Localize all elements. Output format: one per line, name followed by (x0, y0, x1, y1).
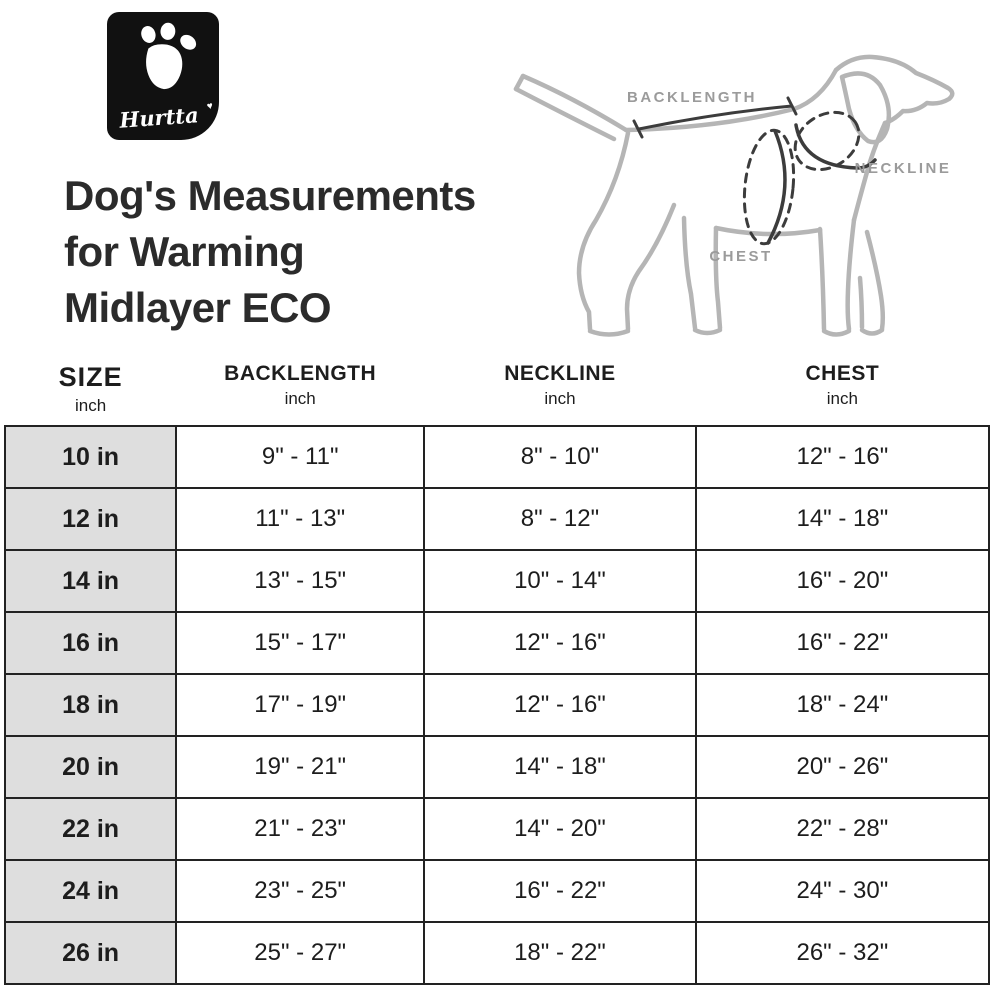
neckline-cell: 12" - 16" (424, 674, 696, 736)
size-table-body (5, 426, 989, 984)
heart-icon: ♥ (205, 100, 215, 113)
size-table-header (5, 362, 989, 426)
hurtta-logo-text: Hurtta (118, 102, 200, 133)
chest-cell: 16" - 20" (696, 550, 989, 612)
size-cell: 22 in (5, 798, 176, 860)
size-cell: 18 in (5, 674, 176, 736)
chest-cell: 24" - 30" (696, 860, 989, 922)
title-line-3: Midlayer ECO (64, 283, 332, 331)
measurement-annotations (634, 98, 875, 246)
backlength-header-label: BACKLENGTH (224, 362, 377, 385)
chest-cell: 20" - 26" (696, 736, 989, 798)
chest-label: CHEST (709, 248, 773, 265)
page-title (64, 168, 534, 336)
size-cell: 20 in (5, 736, 176, 798)
chest-ellipse (739, 128, 799, 246)
chest-cell: 14" - 18" (696, 488, 989, 550)
neckline-header-label: NECKLINE (504, 362, 616, 385)
title-line-1: Dog's Measurements (64, 172, 476, 219)
neckline-cell: 16" - 22" (424, 860, 696, 922)
size-header-label: SIZE (58, 362, 123, 392)
backlength-cell: 19" - 21" (176, 736, 424, 798)
table-row (5, 798, 989, 860)
backlength-header-unit: inch (284, 389, 316, 408)
size-cell: 10 in (5, 426, 176, 488)
backlength-label: BACKLENGTH (627, 89, 757, 106)
size-cell: 24 in (5, 860, 176, 922)
chest-cell: 22" - 28" (696, 798, 989, 860)
neckline-cell: 8" - 12" (424, 488, 696, 550)
hurtta-logo (107, 12, 219, 140)
column-header-chest (696, 362, 989, 426)
table-row (5, 550, 989, 612)
neckline-cell: 14" - 18" (424, 736, 696, 798)
size-cell: 12 in (5, 488, 176, 550)
chest-header-unit: inch (826, 389, 858, 408)
neckline-header-unit: inch (544, 389, 576, 408)
header-row (5, 362, 989, 426)
backlength-cell: 15" - 17" (176, 612, 424, 674)
chest-header-label: CHEST (805, 362, 880, 385)
neckline-cell: 8" - 10" (424, 426, 696, 488)
backlength-cell: 21" - 23" (176, 798, 424, 860)
backlength-cell: 17" - 19" (176, 674, 424, 736)
backlength-cell: 11" - 13" (176, 488, 424, 550)
neckline-cell: 12" - 16" (424, 612, 696, 674)
neckline-cell: 14" - 20" (424, 798, 696, 860)
backlength-cell: 25" - 27" (176, 922, 424, 984)
size-header-unit: inch (75, 396, 107, 415)
size-cell: 14 in (5, 550, 176, 612)
table-row (5, 488, 989, 550)
dog-measurement-diagram (478, 32, 1000, 362)
neckline-label: NECKLINE (854, 160, 952, 177)
table-row (5, 612, 989, 674)
paw-icon (125, 22, 203, 100)
table-row (5, 922, 989, 984)
table-row (5, 736, 989, 798)
backlength-cell: 23" - 25" (176, 860, 424, 922)
chest-cell: 16" - 22" (696, 612, 989, 674)
size-table-section (4, 362, 990, 985)
neckline-cell: 10" - 14" (424, 550, 696, 612)
table-row (5, 674, 989, 736)
size-table (4, 362, 990, 985)
column-header-size (5, 362, 176, 426)
dog-outline-drawing (478, 32, 1000, 362)
table-row (5, 426, 989, 488)
column-header-neckline (424, 362, 696, 426)
chest-cell: 26" - 32" (696, 922, 989, 984)
backlength-cell: 13" - 15" (176, 550, 424, 612)
table-row (5, 860, 989, 922)
neckline-cell: 18" - 22" (424, 922, 696, 984)
backlength-cell: 9" - 11" (176, 426, 424, 488)
chest-cell: 12" - 16" (696, 426, 989, 488)
size-cell: 26 in (5, 922, 176, 984)
column-header-backlength (176, 362, 424, 426)
chest-cell: 18" - 24" (696, 674, 989, 736)
size-cell: 16 in (5, 612, 176, 674)
title-line-2: for Warming (64, 227, 305, 275)
